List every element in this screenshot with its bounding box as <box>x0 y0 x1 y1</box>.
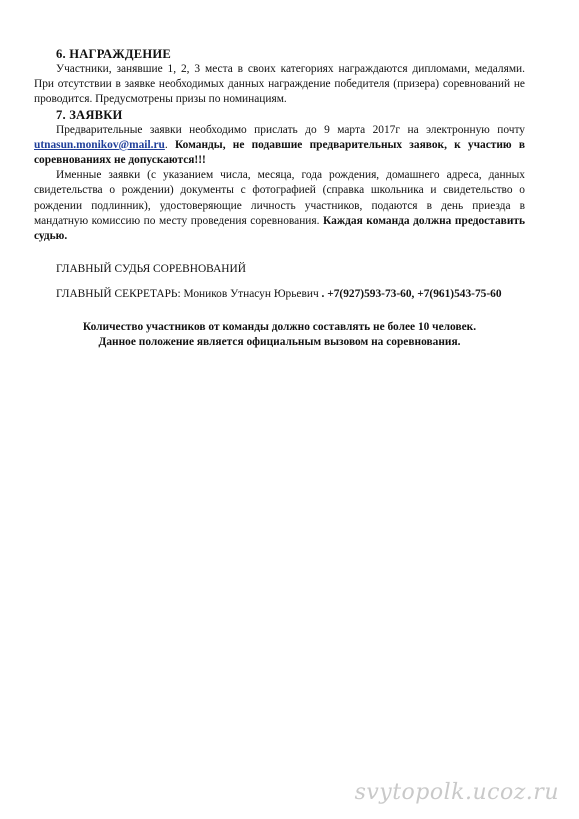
section-6-paragraph: Участники, занявшие 1, 2, 3 места в своих категориях награждаются дипломами, медалями. При отсутствии в заявке необходимых данных награждение победителя (призера) соревнований не проводится. Предусмотрены призы по номинациям. <box>34 63 525 106</box>
section-7-heading: 7. ЗАЯВКИ <box>56 107 123 122</box>
section-7-paragraph-1 <box>34 123 525 169</box>
site-watermark: svytopolk.ucoz.ru <box>354 780 559 805</box>
chief-secretary-name: Моников Утнасун Юрьевич <box>180 288 322 301</box>
admission-warning: Команды, не подавшие предварительных заявок, к участию в соревнованиях не допускаются!!! <box>34 138 525 167</box>
chief-secretary-label: ГЛАВНЫЙ СЕКРЕТАРЬ: <box>56 288 181 301</box>
named-applications-text: Именные заявки (с указанием числа, месяца, года рождения, домашнего адреса, данных свидетельства о рождении) документы с фотографией (справка школьника и свидетельство о рождении подлинник), удостоверяющие личность участников, подаются в день приезда в мандатную комиссию по месту проведения соревнования. <box>34 169 525 227</box>
judge-requirement: Каждая команда должна предоставить судью. <box>34 214 525 243</box>
chief-judge-label: ГЛАВНЫЙ СУДЬЯ СОРЕВНОВАНИЙ <box>56 263 246 276</box>
section-6-heading: 6. НАГРАЖДЕНИЕ <box>56 47 171 61</box>
official-invitation-note: Данное положение является официальным вызовом на соревнования. <box>98 336 461 349</box>
preliminary-applications-text: Предварительные заявки необходимо прислать до 9 марта 2017г на электронную почту <box>56 123 525 136</box>
document-page <box>34 47 525 350</box>
section-7-paragraph-2 <box>34 168 525 244</box>
team-size-note: Количество участников от команды должно составлять не более 10 человек. <box>82 321 477 334</box>
punctuation: . <box>164 138 175 151</box>
chief-secretary-phones: . +7(927)593-73-60, +7(961)543-75-60 <box>321 288 502 301</box>
chief-secretary-line <box>34 287 525 302</box>
email-link[interactable]: utnasun.monikov@mail.ru <box>34 138 165 151</box>
